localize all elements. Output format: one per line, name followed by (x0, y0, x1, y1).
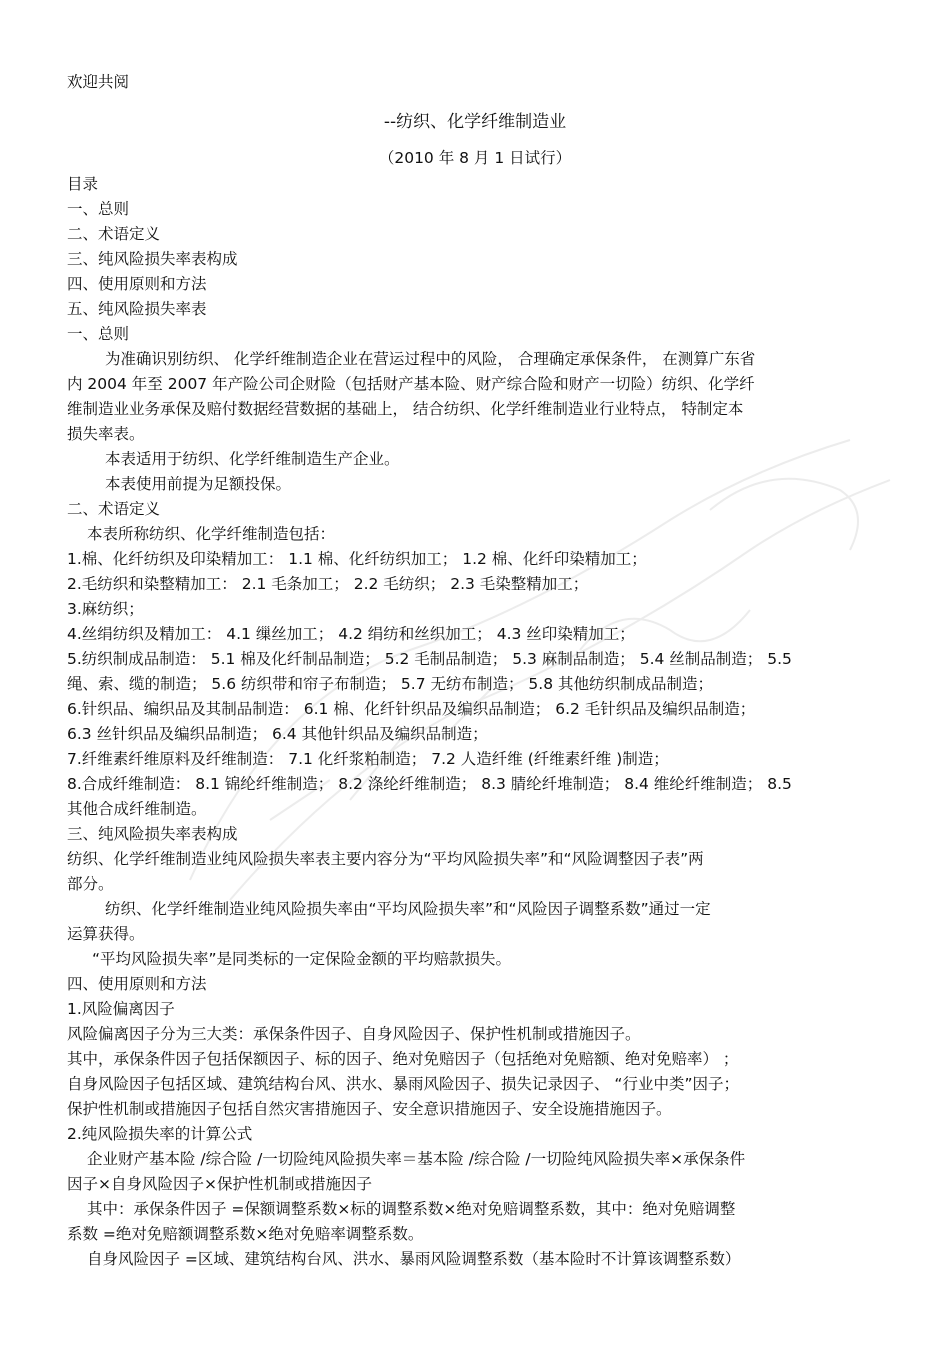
definition-line: 6.3 丝针织品及编织品制造； 6.4 其他针织品及编织品制造； (67, 725, 488, 743)
section-heading: 一、总则 (67, 325, 130, 343)
paragraph-line: 其中，承保条件因子包括保额因子、标的因子、绝对免赔因子（包括绝对免赔额、绝对免赔率） ； (67, 1050, 739, 1068)
paragraph-line: 纺织、化学纤维制造业纯风险损失率由“平均风险损失率”和“风险因子调整系数”通过一定 (105, 900, 711, 918)
section-heading: 二、术语定义 (67, 500, 161, 518)
toc-item: 四、使用原则和方法 (67, 275, 207, 293)
definition-line: 2.毛纺织和染整精加工： 2.1 毛条加工； 2.2 毛纺织； 2.3 毛染整精加工； (67, 575, 589, 593)
toc-heading: 目录 (67, 175, 99, 193)
formula-line: 因子×自身风险因子×保护性机制或措施因子 (67, 1175, 372, 1193)
definition-line: 7.纤维素纤维原料及纤维制造： 7.1 化纤浆粕制造； 7.2 人造纤维 (纤维素纤维 )制造； (67, 750, 669, 768)
document-subtitle: （2010 年 8 月 1 日试行） (378, 149, 572, 167)
definition-line: 6.针织品、编织品及其制品制造： 6.1 棉、化纤针织品及编织品制造； 6.2 毛针织品及编织品制造； (67, 700, 756, 718)
paragraph-line: 风险偏离因子分为三大类：承保条件因子、自身风险因子、保护性机制或措施因子。 (67, 1025, 641, 1043)
formula-line: 自身风险因子 =区域、建筑结构台风、洪水、暴雨风险调整系数（基本险时不计算该调整系数） (87, 1250, 741, 1268)
paragraph-line: 维制造业业务承保及赔付数据经营数据的基础上， 结合纺织、化学纤维制造业行业特点， 特制定本 (67, 400, 744, 418)
definition-line: 4.丝绢纺织及精加工： 4.1 缫丝加工； 4.2 绢纺和丝织加工； 4.3 丝印染精加工； (67, 625, 635, 643)
formula-line: 企业财产基本险 /综合险 /一切险纯风险损失率＝基本险 /综合险 /一切险纯风险损失率×承保条件 (87, 1150, 746, 1168)
formula-line: 其中：承保条件因子 =保额调整系数×标的调整系数×绝对免赔调整系数，其中：绝对免赔调整 (87, 1200, 736, 1218)
formula-line: 系数 =绝对免赔额调整系数×绝对免赔率调整系数。 (67, 1225, 424, 1243)
definition-line: 其他合成纤维制造。 (67, 800, 207, 818)
paragraph-line: “平均风险损失率”是同类标的一定保险金额的平均赔款损失。 (92, 950, 512, 968)
paragraph-line: 内 2004 年至 2007 年产险公司企财险（包括财产基本险、财产综合险和财产一切险）纺织、化学纤 (67, 375, 755, 393)
definition-line: 8.合成纤维制造： 8.1 锦纶纤维制造； 8.2 涤纶纤维制造； 8.3 腈纶纤堆制造； 8.4 维纶纤维制造； 8.5 (67, 775, 792, 793)
paragraph-line: 本表所称纺织、化学纤维制造包括： (87, 525, 336, 543)
section-heading: 四、使用原则和方法 (67, 975, 207, 993)
paragraph-line: 部分。 (67, 875, 114, 893)
paragraph-line: 为准确识别纺织、 化学纤维制造企业在营运过程中的风险， 合理确定承保条件， 在测算广东省 (105, 350, 756, 368)
definition-line: 1.棉、化纤纺织及印染精加工： 1.1 棉、化纤纺织加工； 1.2 棉、化纤印染精加工； (67, 550, 647, 568)
toc-item: 二、术语定义 (67, 225, 161, 243)
definition-line: 5.纺织制成品制造： 5.1 棉及化纤制品制造； 5.2 毛制品制造； 5.3 麻制品制造； 5.4 丝制品制造； 5.5 (67, 650, 792, 668)
definition-line: 3.麻纺织； (67, 600, 144, 618)
paragraph-line: 损失率表。 (67, 425, 145, 443)
toc-item: 五、纯风险损失率表 (67, 300, 207, 318)
paragraph-line: 保护性机制或措施因子包括自然灾害措施因子、安全意识措施因子、安全设施措施因子。 (67, 1100, 672, 1118)
paragraph-line: 运算获得。 (67, 925, 145, 943)
paragraph-line: 本表使用前提为足额投保。 (105, 475, 292, 493)
paragraph-line: 自身风险因子包括区域、建筑结构台风、洪水、暴雨风险因子、损失记录因子、 “行业中类”因子； (67, 1075, 739, 1093)
toc-item: 三、纯风险损失率表构成 (67, 250, 238, 268)
definition-line: 绳、索、缆的制造； 5.6 纺织带和帘子布制造； 5.7 无纺布制造； 5.8 其他纺织制成品制造； (67, 675, 714, 693)
document-title: --纺织、化学纤维制造业 (383, 112, 567, 132)
subsection-heading: 2.纯风险损失率的计算公式 (67, 1125, 253, 1143)
paragraph-line: 纺织、化学纤维制造业纯风险损失率表主要内容分为“平均风险损失率”和“风险调整因子表”两 (67, 850, 704, 868)
paragraph-line: 本表适用于纺织、化学纤维制造生产企业。 (105, 450, 400, 468)
subsection-heading: 1.风险偏离因子 (67, 1000, 175, 1018)
toc-item: 一、总则 (67, 200, 130, 218)
header-note: 欢迎共阅 (67, 73, 130, 91)
section-heading: 三、纯风险损失率表构成 (67, 825, 238, 843)
